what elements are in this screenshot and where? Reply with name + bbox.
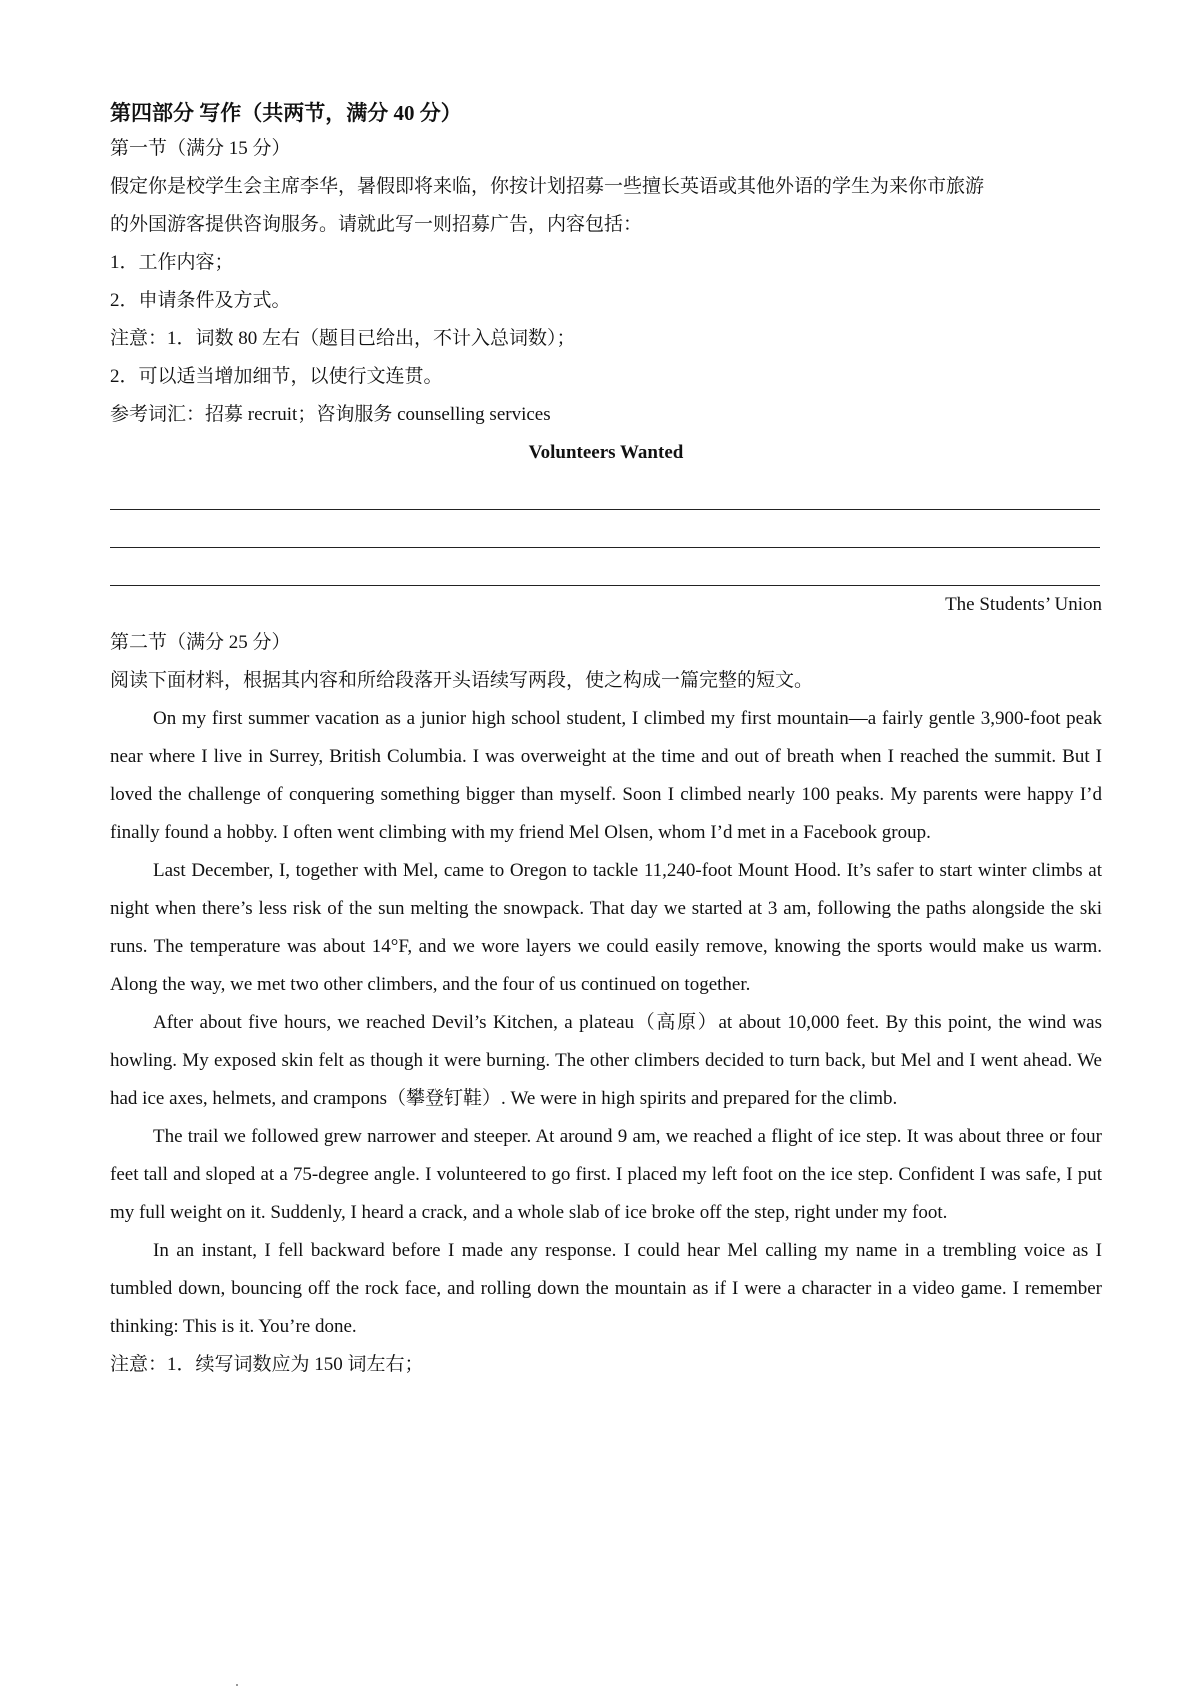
ad-title: Volunteers Wanted	[528, 442, 684, 463]
ad-signature: The Students’ Union	[945, 594, 1102, 615]
scan-dot	[236, 1684, 238, 1686]
section1-prompt-line1: 假定你是校学生会主席李华，暑假即将来临，你按计划招募一些擅长英语或其他外语的学生为来你市旅游	[110, 176, 985, 197]
section1-vocab: 参考词汇：招募 recruit；咨询服务 counselling services	[110, 404, 551, 425]
section1-note1: 注意：1．词数 80 左右（题目已给出，不计入总词数）；	[110, 328, 576, 349]
writing-line-1[interactable]	[110, 472, 1100, 510]
story-paragraph-3: After about five hours, we reached Devil’s Kitchen, a plateau（高原）at about 10,000 feet. By this point, the wind was howling. My exposed skin felt as though it were burning. The other climbers decided to turn back, but Mel and I went ahead. We had ice axes, helmets, and crampons（攀登钉鞋）. We were in high spirits and prepared for the climb.	[110, 1012, 1102, 1109]
story-text	[110, 700, 1102, 1346]
section2-title: 第二节（满分 25 分）	[110, 632, 291, 653]
part-heading: 第四部分 写作（共两节，满分 40 分）	[110, 101, 462, 125]
section1-prompt-line2: 的外国游客提供咨询服务。请就此写一则招募广告，内容包括：	[110, 214, 643, 235]
story-paragraph-5: In an instant, I fell backward before I made any response. I could hear Mel calling my name in a trembling voice as I tumbled down, bouncing off the rock face, and rolling down the mountain as if I were a character in a video game. I remember thinking: This is it. You’re done.	[110, 1240, 1102, 1337]
section1-item2: 2．申请条件及方式。	[110, 290, 291, 311]
story-paragraph-1: On my first summer vacation as a junior high school student, I climbed my first mountain—a fairly gentle 3,900-foot peak near where I live in Surrey, British Columbia. I was overweight at the time and out of breath when I reached the summit. But I loved the challenge of conquering something bigger than myself. Soon I climbed nearly 100 peaks. My parents were happy I’d finally found a hobby. I often went climbing with my friend Mel Olsen, whom I’d met in a Facebook group.	[110, 708, 1102, 843]
section1-note2: 2．可以适当增加细节，以使行文连贯。	[110, 366, 443, 387]
writing-line-2[interactable]	[110, 510, 1100, 548]
section1-title: 第一节（满分 15 分）	[110, 138, 291, 159]
writing-line-3[interactable]	[110, 548, 1100, 586]
exam-page	[110, 96, 1102, 1384]
section2-instruction: 阅读下面材料，根据其内容和所给段落开头语续写两段，使之构成一篇完整的短文。	[110, 670, 814, 691]
story-paragraph-2: Last December, I, together with Mel, came to Oregon to tackle 11,240-foot Mount Hood. It’s safer to start winter climbs at night when there’s less risk of the sun melting the snowpack. That day we started at 3 am, following the paths alongside the ski runs. The temperature was about 14°F, and we wore layers we could easily remove, knowing the sports would make us warm. Along the way, we met two other climbers, and the four of us continued on together.	[110, 860, 1102, 995]
story-paragraph-4: The trail we followed grew narrower and steeper. At around 9 am, we reached a flight of ice step. It was about three or four feet tall and sloped at a 75-degree angle. I volunteered to go first. I placed my left foot on the ice step. Confident I was safe, I put my full weight on it. Suddenly, I heard a crack, and a whole slab of ice broke off the step, right under my foot.	[110, 1126, 1102, 1223]
section1-item1: 1．工作内容；	[110, 252, 234, 273]
section2-note: 注意：1．续写词数应为 150 词左右；	[110, 1354, 424, 1375]
